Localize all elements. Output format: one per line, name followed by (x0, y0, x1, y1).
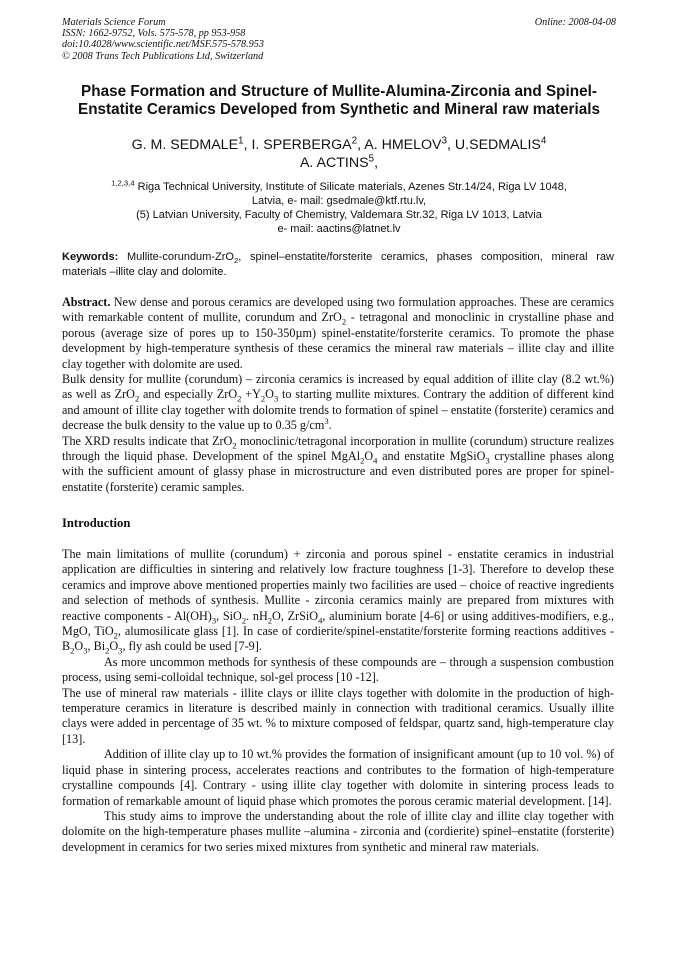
paper-title: Phase Formation and Structure of Mullite-Alumina-Zirconia and Spinel- Enstatite Ceramics Developed from Synthetic and Mineral raw materials (78, 83, 600, 119)
author-list: G. M. SEDMALE$^1$, I. SPERBERGA$^2$, A. HMELOV$^3$, U.SEDMALIS$^4$ A. ACTINS$^5$, (131, 135, 547, 171)
abstract-paragraph-3: The XRD results indicate that ZrO$_2$ monoclinic/tetragonal incorporation in mullite (corundum) structure realizes through the liquid phase. Development of the spinel $MgAl_2O_4$ and enstatite MgSiO$_3$ crystalline phases along with the sufficient amount of glassy phase in microstructure and even distributed pores are proper for spinel-enstatite (forsterite) ceramic samples. (62, 433, 614, 494)
intro-paragraph-3: The use of mineral raw materials - illite clays or illite clays together with dolomite in the production of high-temperature ceramics in literature is described mainly in connection with traditional ceramics. Usually illite clays were added in percentage of 35 wt. % to mixture composed of feldspar, quartz sand, high-temperature clay [13]. (62, 685, 614, 746)
abstract-paragraph-1: Abstract. New dense and porous ceramics are developed using two formulation approaches. These are ceramics with remarkable content of mullite, corundum and ZrO$_2$ - tetragonal and monoclinic in crystalline phase and porous (average size of pores up to 150-350µm) spinel-enstatite/forsterite ceramics. To promote the phase development by high-temperature synthesis of these ceramics the mineral raw materials – illite clay and illite clay together with dolomite are used. (62, 295, 614, 371)
online-date: Online: 2008-04-08 (534, 17, 616, 28)
issn-line: ISSN: 1662-9752, Vols. 575-578, pp 953-958 (62, 28, 246, 40)
abstract-paragraph-2: Bulk density for mullite (corundum) – zirconia ceramics is increased by equal addition of illite clay (8.2 wt.%) as well as ZrO$_2$ and especially $ZrO_2 +Y_2O_3$ to starting mullite mixtures. Contrary the addition of different kind and amount of illite clay together with dolomite trends to formation of spinel – enstatite (forsterite) ceramics and decrease the bulk density to the value up to 0.35 $g/cm^3$. (62, 372, 615, 433)
intro-paragraph-2: As more uncommon methods for synthesis of these compounds are – through a suspension combustion process, using semi-colloidal technique, sol-gel process [10 -12]. (62, 654, 614, 685)
intro-paragraph-4: Addition of illite clay up to 10 wt.% provides the formation of insignificant amount (up to 10 vol. %) of liquid phase in sintering process, accelerates reactions and contributes to the formation of high-temperature crystalline compounds [4]. Contrary - using illite clay together with dolomite in sintering process leads to formation of remarkable amount of liquid phase which promotes the porous ceramic material development. [14]. (62, 747, 614, 808)
intro-paragraph-1: The main limitations of mullite (corundum) + zirconia and porous spinel - enstatite ceramics in industrial application are difficulties in sintering and relatively low fracture toughness [1-3]. Therefore to develop these ceramics and improve above mentioned properties mainly two facilities are used – choice of reactive ingredients and selection of methods of synthesis. Mullite - zirconia ceramics mainly are prepared from mixtures with reactive components - $Al(OH)_3$, SiO$_2$. $nH_2O$, ZrSiO$_4$, aluminium borate [4-6] or using additives-modifiers, e.g., MgO, TiO$_2$, alumosilicate glass [1]. In case of cordierite/spinel-enstatite/forsterite forming reactions additives - $B_2O_3$, $Bi_2O_3$, fly ash could be used [7-9]. (62, 547, 614, 656)
copyright-line: © 2008 Trans Tech Publications Ltd, Switzerland (62, 50, 264, 62)
affiliations: $^{1,2,3,4}$ Riga Technical University, Institute of Silicate materials, Azenes Str.14/24, Riga LV 1048, Latvia, e- mail: gsedmale@ktf.rtu.lv, (5) Latvian University, Faculty of Chemistry, Valdemara Str.32, Riga LV 1013, Latvia e- mail: aactins@latnet.lv (111, 178, 567, 235)
introduction-heading: Introduction (62, 516, 131, 530)
doi-line: doi:10.4028/www.scientific.net/MSF.575-578.953 (62, 39, 264, 51)
keywords: Keywords: Mullite-corundum-ZrO$_2$, spinel–enstatite/forsterite ceramics, phases composition, mineral raw materials –illite clay and dolomite. (62, 251, 614, 278)
abstract-label: Abstract. (62, 295, 111, 309)
introduction-body (62, 547, 614, 855)
keywords-label: Keywords: (62, 251, 119, 263)
journal-header (62, 17, 264, 62)
abstract (62, 295, 614, 495)
journal-name: Materials Science Forum (62, 17, 166, 28)
intro-paragraph-5: This study aims to improve the understanding about the role of illite clay and illite clay together with dolomite on the high-temperature phases mullite –alumina - zirconia and (cordierite) spinel–enstatite (forsterite) development in ceramics for two series mixed mixtures from synthetic and mineral raw materials. (62, 808, 614, 854)
